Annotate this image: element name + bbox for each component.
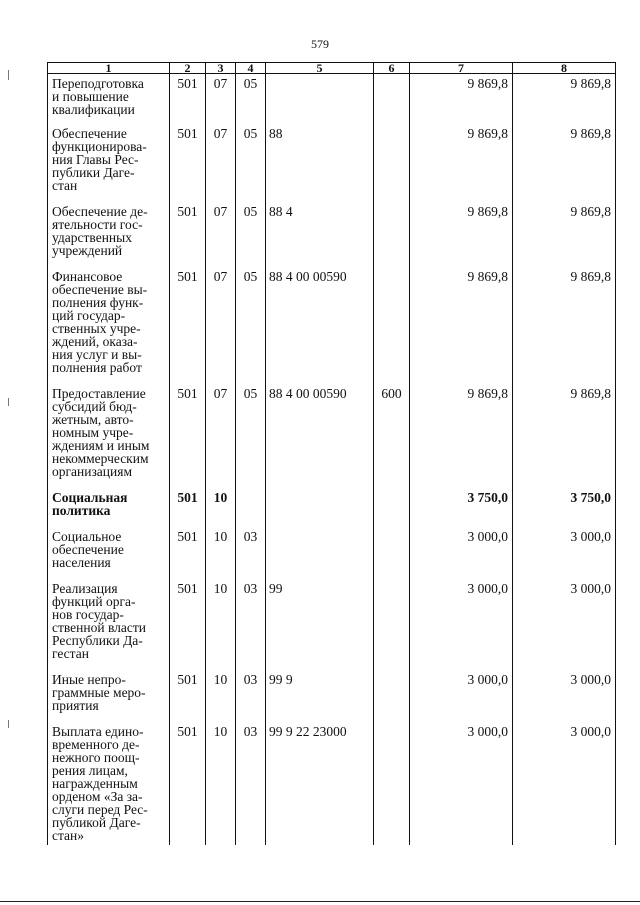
column-header-4: 4 bbox=[236, 63, 266, 74]
page-number: 579 bbox=[311, 37, 329, 51]
margin-mark bbox=[8, 70, 9, 80]
cell-amount-year-1: 9 869,8 bbox=[410, 384, 513, 488]
table-row bbox=[48, 124, 616, 202]
table-row bbox=[48, 527, 616, 579]
table-row bbox=[48, 722, 616, 845]
cell-expense-type bbox=[374, 74, 410, 124]
cell-admin-code: 501 bbox=[170, 579, 206, 670]
cell-subsection: 03 bbox=[236, 579, 266, 670]
cell-subsection: 05 bbox=[236, 384, 266, 488]
cell-subsection bbox=[236, 488, 266, 527]
cell-subsection: 03 bbox=[236, 527, 266, 579]
cell-subsection: 05 bbox=[236, 74, 266, 124]
cell-amount-year-1: 3 000,0 bbox=[410, 527, 513, 579]
cell-amount-year-1: 9 869,8 bbox=[410, 124, 513, 202]
cell-admin-code: 501 bbox=[170, 527, 206, 579]
row-name: Социальное обеспечение населения bbox=[48, 527, 170, 579]
row-name: Переподготовка и повышение квалификации bbox=[48, 74, 170, 124]
cell-target-article bbox=[266, 527, 374, 579]
cell-admin-code: 501 bbox=[170, 670, 206, 722]
cell-amount-year-2: 3 000,0 bbox=[513, 579, 616, 670]
cell-expense-type bbox=[374, 202, 410, 267]
cell-amount-year-1: 9 869,8 bbox=[410, 202, 513, 267]
cell-amount-year-2: 9 869,8 bbox=[513, 202, 616, 267]
cell-admin-code: 501 bbox=[170, 202, 206, 267]
cell-target-article: 88 bbox=[266, 124, 374, 202]
cell-subsection: 03 bbox=[236, 722, 266, 845]
cell-amount-year-2: 3 000,0 bbox=[513, 527, 616, 579]
cell-admin-code: 501 bbox=[170, 722, 206, 845]
column-header-7: 7 bbox=[410, 63, 513, 74]
cell-section: 10 bbox=[206, 527, 236, 579]
column-header-6: 6 bbox=[374, 63, 410, 74]
row-name: Выплата едино- временного де- нежного поощ- рения лицам, награжденным орденом «За за- слуги перед Рес- публикой Даге- стан» bbox=[48, 722, 170, 845]
row-name: Иные непро- граммные меро- приятия bbox=[48, 670, 170, 722]
cell-target-article: 99 9 22 23000 bbox=[266, 722, 374, 845]
cell-section: 10 bbox=[206, 488, 236, 527]
table-header bbox=[48, 63, 616, 74]
column-header-2: 2 bbox=[170, 63, 206, 74]
margin-mark bbox=[8, 720, 9, 728]
table-row bbox=[48, 579, 616, 670]
column-header-5: 5 bbox=[266, 63, 374, 74]
cell-section: 07 bbox=[206, 267, 236, 384]
cell-amount-year-2: 3 750,0 bbox=[513, 488, 616, 527]
cell-expense-type bbox=[374, 670, 410, 722]
cell-expense-type bbox=[374, 124, 410, 202]
row-name: Финансовое обеспечение вы- полнения функ- ций государ- ственных учре- ждений, оказа- ния услуг и вы- полнения работ bbox=[48, 267, 170, 384]
table-body bbox=[48, 74, 616, 845]
cell-target-article bbox=[266, 74, 374, 124]
cell-expense-type bbox=[374, 722, 410, 845]
cell-amount-year-1: 9 869,8 bbox=[410, 267, 513, 384]
cell-amount-year-1: 3 000,0 bbox=[410, 670, 513, 722]
row-name: Реализация функций орга- нов государ- ственной власти Республики Да- гестан bbox=[48, 579, 170, 670]
cell-admin-code: 501 bbox=[170, 124, 206, 202]
cell-amount-year-2: 9 869,8 bbox=[513, 74, 616, 124]
table-row bbox=[48, 267, 616, 384]
cell-amount-year-1: 3 750,0 bbox=[410, 488, 513, 527]
cell-section: 07 bbox=[206, 202, 236, 267]
cell-expense-type: 600 bbox=[374, 384, 410, 488]
cell-subsection: 05 bbox=[236, 202, 266, 267]
budget-table bbox=[47, 62, 616, 845]
cell-amount-year-1: 3 000,0 bbox=[410, 579, 513, 670]
row-name: Социальная политика bbox=[48, 488, 170, 527]
cell-expense-type bbox=[374, 267, 410, 384]
cell-admin-code: 501 bbox=[170, 74, 206, 124]
cell-amount-year-1: 3 000,0 bbox=[410, 722, 513, 845]
cell-target-article: 88 4 bbox=[266, 202, 374, 267]
cell-subsection: 05 bbox=[236, 267, 266, 384]
cell-target-article bbox=[266, 488, 374, 527]
table-row bbox=[48, 74, 616, 124]
cell-section: 07 bbox=[206, 124, 236, 202]
cell-amount-year-2: 3 000,0 bbox=[513, 670, 616, 722]
cell-section: 07 bbox=[206, 384, 236, 488]
cell-target-article: 88 4 00 00590 bbox=[266, 267, 374, 384]
header-row bbox=[48, 63, 616, 74]
column-header-3: 3 bbox=[206, 63, 236, 74]
cell-amount-year-2: 3 000,0 bbox=[513, 722, 616, 845]
cell-target-article: 99 9 bbox=[266, 670, 374, 722]
table-row bbox=[48, 670, 616, 722]
cell-amount-year-2: 9 869,8 bbox=[513, 267, 616, 384]
bottom-rule bbox=[0, 901, 640, 902]
cell-subsection: 05 bbox=[236, 124, 266, 202]
cell-target-article: 88 4 00 00590 bbox=[266, 384, 374, 488]
cell-target-article: 99 bbox=[266, 579, 374, 670]
cell-section: 10 bbox=[206, 722, 236, 845]
column-header-8: 8 bbox=[513, 63, 616, 74]
cell-amount-year-1: 9 869,8 bbox=[410, 74, 513, 124]
column-header-1: 1 bbox=[48, 63, 170, 74]
cell-amount-year-2: 9 869,8 bbox=[513, 384, 616, 488]
cell-expense-type bbox=[374, 527, 410, 579]
cell-subsection: 03 bbox=[236, 670, 266, 722]
table-row bbox=[48, 202, 616, 267]
cell-section: 10 bbox=[206, 579, 236, 670]
cell-section: 10 bbox=[206, 670, 236, 722]
cell-admin-code: 501 bbox=[170, 384, 206, 488]
cell-expense-type bbox=[374, 579, 410, 670]
cell-expense-type bbox=[374, 488, 410, 527]
cell-admin-code: 501 bbox=[170, 267, 206, 384]
row-name: Обеспечение де- ятельности гос- ударственных учреждений bbox=[48, 202, 170, 267]
row-name: Предоставление субсидий бюд- жетным, авто- номным учре- ждениям и иным некоммерческим организациям bbox=[48, 384, 170, 488]
cell-section: 07 bbox=[206, 74, 236, 124]
cell-admin-code: 501 bbox=[170, 488, 206, 527]
table-row bbox=[48, 488, 616, 527]
margin-mark bbox=[8, 398, 9, 406]
row-name: Обеспечение функционирова- ния Главы Рес- публики Даге- стан bbox=[48, 124, 170, 202]
cell-amount-year-2: 9 869,8 bbox=[513, 124, 616, 202]
table-row bbox=[48, 384, 616, 488]
